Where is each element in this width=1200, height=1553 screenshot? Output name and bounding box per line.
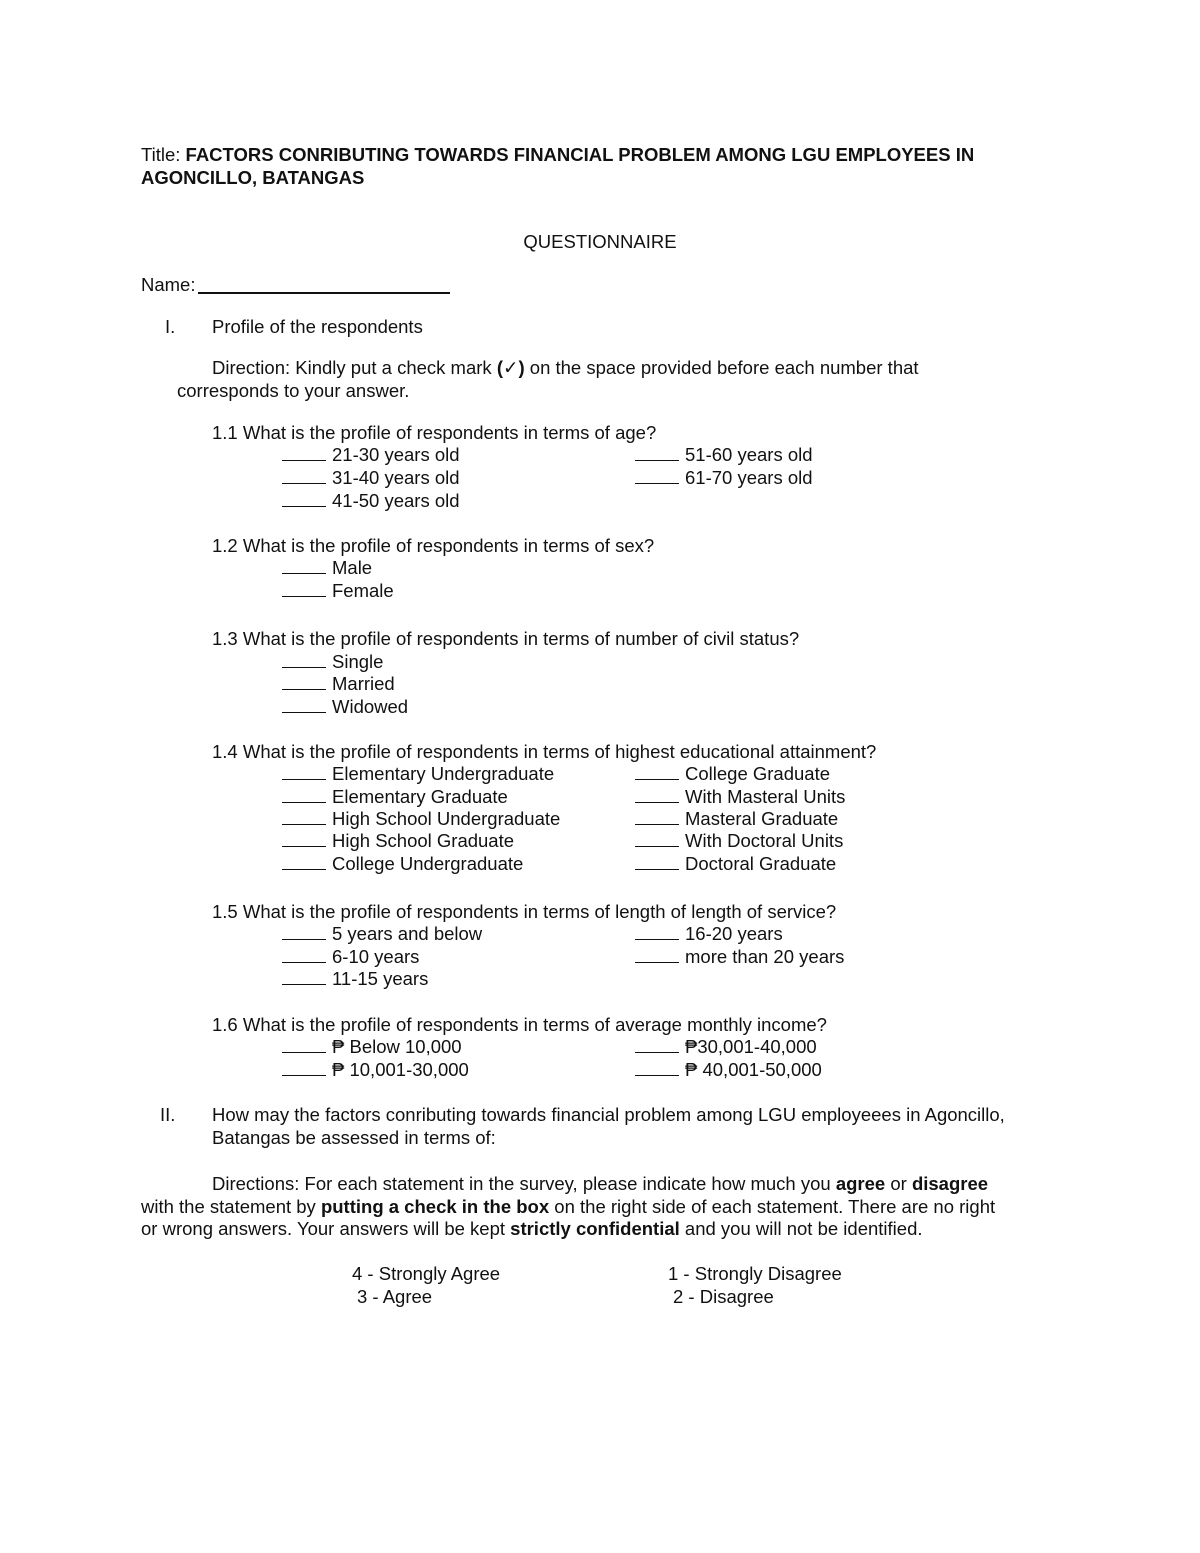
directions-2-line-1 (212, 1172, 988, 1195)
questionnaire-heading: QUESTIONNAIRE (523, 231, 677, 252)
answer-blank[interactable] (282, 785, 326, 803)
option-status-married[interactable] (282, 672, 395, 695)
directions-bold-disagree: disagree (911, 1173, 989, 1194)
direction-text-1: Direction: Kindly put a check mark (212, 357, 492, 378)
option-service-16-20[interactable] (635, 922, 783, 945)
option-income-40001-50000[interactable] (635, 1058, 822, 1081)
answer-blank[interactable] (282, 852, 326, 870)
option-service-11-15[interactable] (282, 967, 428, 990)
answer-blank[interactable] (635, 785, 679, 803)
option-age-51-60[interactable] (635, 443, 813, 466)
option-income-10001-30000[interactable] (282, 1058, 469, 1081)
option-label: Single (332, 651, 384, 672)
directions-bold-confidential: strictly confidential (510, 1218, 680, 1239)
question-1-5: 1.5 What is the profile of respondents in terms of length of length of service? (212, 901, 837, 922)
answer-blank[interactable] (282, 489, 326, 507)
answer-blank[interactable] (282, 967, 326, 985)
option-label: 5 years and below (332, 923, 483, 944)
scale-2-disagree: 2 - Disagree (673, 1286, 774, 1307)
scale-3-agree: 3 - Agree (357, 1286, 433, 1307)
option-label: Married (332, 673, 395, 694)
option-sex-female[interactable] (282, 579, 394, 602)
answer-blank[interactable] (635, 807, 679, 825)
answer-blank[interactable] (282, 443, 326, 461)
option-service-more-20[interactable] (635, 945, 844, 968)
option-label: more than 20 years (685, 946, 845, 967)
option-edu-doctoral-grad[interactable] (635, 852, 836, 875)
option-service-6-10[interactable] (282, 945, 419, 968)
option-label: Elementary Undergraduate (332, 763, 555, 784)
option-edu-hs-grad[interactable] (282, 829, 514, 852)
option-status-widowed[interactable] (282, 695, 408, 718)
option-label: High School Undergraduate (332, 808, 561, 829)
section-2-line-1: How may the factors conributing towards financial problem among LGU employeees in Agoncillo, (212, 1104, 1005, 1125)
option-edu-doctoral-units[interactable] (635, 829, 843, 852)
answer-blank[interactable] (282, 762, 326, 780)
directions-text: or wrong answers. Your answers will be kept (141, 1218, 506, 1239)
section-2-numeral: II. (160, 1104, 176, 1125)
option-label: Male (332, 557, 373, 578)
option-age-21-30[interactable] (282, 443, 460, 466)
answer-blank[interactable] (635, 1035, 679, 1053)
title-line-1 (141, 143, 974, 166)
answer-blank[interactable] (635, 762, 679, 780)
directions-bold-check-box: putting a check in the box (320, 1196, 550, 1217)
answer-blank[interactable] (282, 1058, 326, 1076)
option-label: College Undergraduate (332, 853, 524, 874)
directions-text: and you will not be identified. (684, 1218, 923, 1239)
question-1-4: 1.4 What is the profile of respondents in terms of highest educational attainment? (212, 741, 877, 762)
name-label: Name: (141, 274, 196, 295)
option-label: 51-60 years old (685, 444, 813, 465)
answer-blank[interactable] (282, 466, 326, 484)
answer-blank[interactable] (282, 807, 326, 825)
option-label: Widowed (332, 696, 409, 717)
option-age-41-50[interactable] (282, 489, 460, 512)
directions-2-line-3 (141, 1217, 923, 1240)
option-edu-college-grad[interactable] (635, 762, 830, 785)
option-income-below-10000[interactable] (282, 1035, 462, 1058)
answer-blank[interactable] (635, 829, 679, 847)
option-edu-masteral-units[interactable] (635, 785, 845, 808)
scale-4-strongly-agree: 4 - Strongly Agree (352, 1263, 501, 1284)
answer-blank[interactable] (282, 672, 326, 690)
answer-blank[interactable] (635, 443, 679, 461)
option-income-30001-40000[interactable] (635, 1035, 817, 1058)
direction-line-1 (212, 356, 919, 379)
answer-blank[interactable] (282, 1035, 326, 1053)
answer-blank[interactable] (282, 829, 326, 847)
question-1-6: 1.6 What is the profile of respondents in terms of average monthly income? (212, 1014, 827, 1035)
answer-blank[interactable] (282, 579, 326, 597)
directions-text: on the right side of each statement. There are no right (554, 1196, 996, 1217)
scale-1-strongly-disagree: 1 - Strongly Disagree (668, 1263, 842, 1284)
directions-text: with the statement by (141, 1196, 316, 1217)
option-age-61-70[interactable] (635, 466, 813, 489)
option-edu-elem-undergrad[interactable] (282, 762, 554, 785)
option-label: Elementary Graduate (332, 786, 508, 807)
answer-blank[interactable] (282, 650, 326, 668)
option-label: 41-50 years old (332, 490, 460, 511)
option-label: ₱ Below 10,000 (332, 1036, 462, 1057)
answer-blank[interactable] (635, 945, 679, 963)
option-label: ₱ 40,001-50,000 (685, 1059, 822, 1080)
direction-line-2: corresponds to your answer. (177, 380, 410, 401)
option-age-31-40[interactable] (282, 466, 460, 489)
answer-blank[interactable] (635, 466, 679, 484)
option-edu-masteral-grad[interactable] (635, 807, 838, 830)
option-label: ₱30,001-40,000 (685, 1036, 817, 1057)
option-label: ₱ 10,001-30,000 (332, 1059, 469, 1080)
title-text: FACTORS CONRIBUTING TOWARDS FINANCIAL PROBLEM AMONG LGU EMPLOYEES IN (185, 144, 975, 165)
directions-text: Directions: For each statement in the survey, please indicate how much you (212, 1173, 831, 1194)
option-label: 6-10 years (332, 946, 420, 967)
directions-2-line-2 (141, 1195, 995, 1218)
directions-bold-agree: agree (835, 1173, 886, 1194)
answer-blank[interactable] (282, 945, 326, 963)
option-label: 61-70 years old (685, 467, 813, 488)
answer-blank[interactable] (282, 695, 326, 713)
option-edu-elem-grad[interactable] (282, 785, 508, 808)
answer-blank[interactable] (635, 922, 679, 940)
option-service-5-below[interactable] (282, 922, 482, 945)
answer-blank[interactable] (635, 1058, 679, 1076)
answer-blank[interactable] (282, 922, 326, 940)
check-mark-symbol: (✓) (496, 357, 525, 378)
option-label: Masteral Graduate (685, 808, 839, 829)
option-edu-hs-undergrad[interactable] (282, 807, 560, 830)
option-label: 31-40 years old (332, 467, 460, 488)
question-1-2: 1.2 What is the profile of respondents in terms of sex? (212, 535, 655, 556)
option-label: With Doctoral Units (685, 830, 844, 851)
title-label: Title: (141, 144, 181, 165)
section-2-line-2: Batangas be assessed in terms of: (212, 1127, 496, 1148)
option-sex-male[interactable] (282, 556, 372, 579)
option-label: With Masteral Units (685, 786, 846, 807)
title-line-2: AGONCILLO, BATANGAS (141, 167, 365, 188)
option-status-single[interactable] (282, 650, 383, 673)
name-field[interactable] (198, 292, 450, 294)
direction-text-2: on the space provided before each number that (529, 357, 919, 378)
section-1-title: Profile of the respondents (212, 316, 423, 337)
answer-blank[interactable] (635, 852, 679, 870)
question-1-1: 1.1 What is the profile of respondents in terms of age? (212, 422, 657, 443)
question-1-3: 1.3 What is the profile of respondents in terms of number of civil status? (212, 628, 800, 649)
option-label: College Graduate (685, 763, 831, 784)
option-label: 11-15 years (332, 968, 429, 989)
option-label: Doctoral Graduate (685, 853, 837, 874)
section-1-numeral: I. (165, 316, 176, 337)
option-label: 21-30 years old (332, 444, 460, 465)
option-edu-college-undergrad[interactable] (282, 852, 523, 875)
answer-blank[interactable] (282, 556, 326, 574)
directions-text: or (890, 1173, 907, 1194)
option-label: Female (332, 580, 394, 601)
option-label: High School Graduate (332, 830, 515, 851)
option-label: 16-20 years (685, 923, 783, 944)
